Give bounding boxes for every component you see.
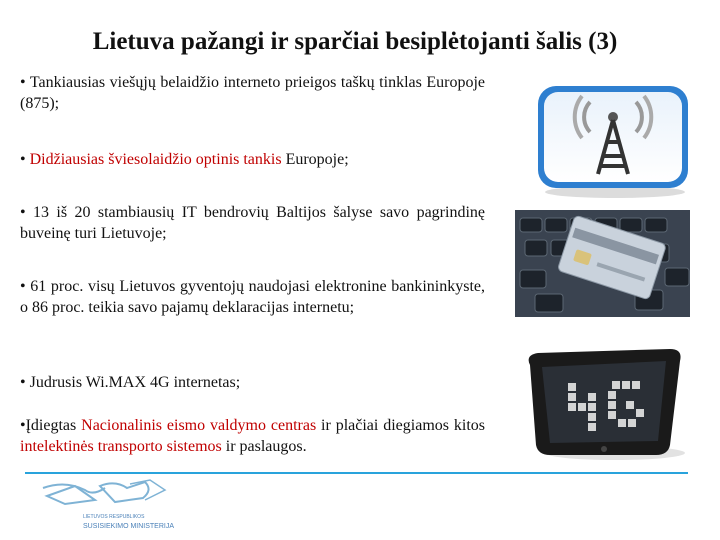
highlight-optical-fiber: Didžiausias šviesolaidžio optinis tankis [29, 151, 282, 168]
tablet-4g-photo [520, 345, 690, 463]
wifi-tower-icon [530, 82, 695, 200]
footer-divider [25, 472, 688, 474]
highlight-traffic-center: Nacionalinis eismo valdymo centras [81, 417, 317, 434]
ministry-logo [35, 478, 195, 536]
logo-line1: LIETUVOS RESPUBLIKOS [83, 514, 145, 520]
bullet-traffic-center: •Įdiegtas Nacionalinis eismo valdymo centras ir plačiai diegiamos kitos intelektinės transporto sistemos ir paslaugos. [20, 417, 485, 455]
bullet-wimax: • Judrusis Wi.MAX 4G internetas; [20, 374, 241, 391]
slide-title: Lietuva pažangi ir sparčiai besiplėtojanti šalis (3) [92, 28, 618, 55]
bullet-it-companies: • 13 iš 20 stambiausių IT bendrovių Baltijos šalyse savo pagrindinę buveinę turi Lietuvoje; [20, 204, 485, 242]
logo-line2: SUSISIEKIMO MINISTERIJA [83, 523, 175, 530]
highlight-transport-systems: intelektinės transporto sistemos [20, 438, 222, 455]
bullet-optical-fiber: • Didžiausias šviesolaidžio optinis tankis Europoje; [20, 151, 349, 168]
bullet-e-banking: • 61 proc. visų Lietuvos gyventojų naudojasi elektronine bankininkyste, o 86 proc. teikia savo pajamų deklaracijas internetu; [20, 278, 485, 316]
keyboard-credit-card-photo [515, 210, 690, 317]
bullet-wifi-network: • Tankiausias viešųjų belaidžio interneto prieigos taškų tinklas Europoje (875); [20, 74, 485, 112]
